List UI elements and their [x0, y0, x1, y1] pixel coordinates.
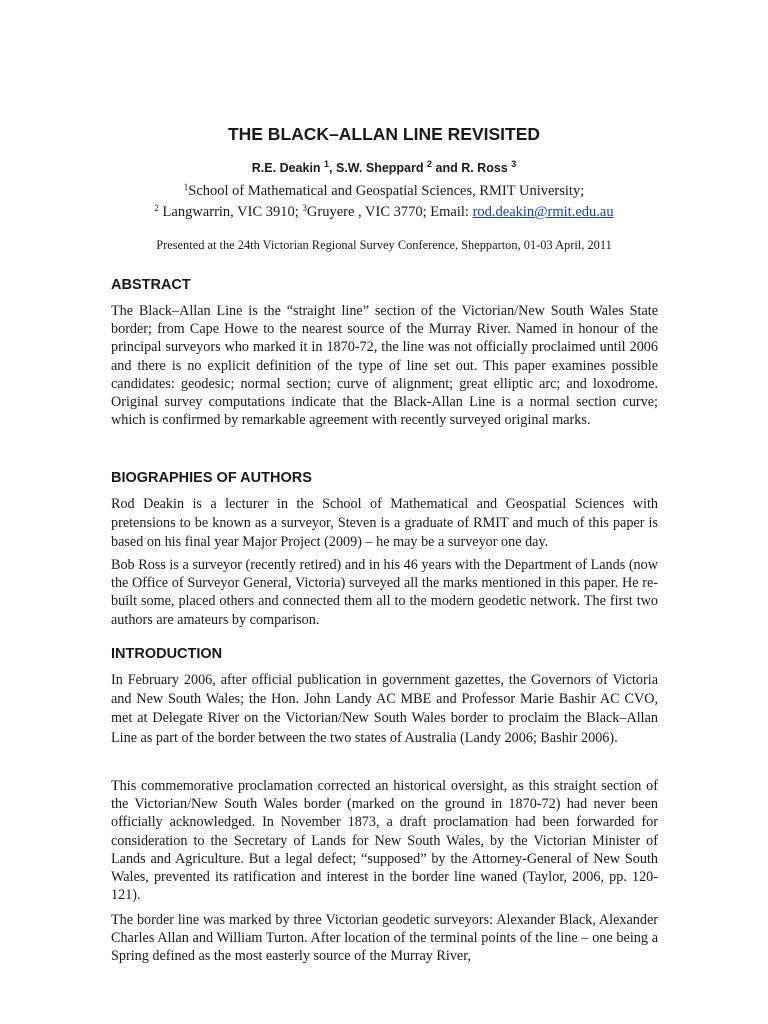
- author-separator: ,: [329, 161, 336, 175]
- section-heading-biographies: BIOGRAPHIES OF AUTHORS: [111, 470, 312, 486]
- conference-note: Presented at the 24th Victorian Regional Survey Conference, Shepparton, 01-03 April, 2011: [156, 238, 612, 252]
- affiliation-1-text: School of Mathematical and Geospatial Sciences, RMIT University;: [188, 183, 585, 199]
- paper-title: THE BLACK–ALLAN LINE REVISITED: [227, 124, 541, 144]
- author-1-affil-mark: 1: [324, 159, 330, 169]
- section-heading-introduction: INTRODUCTION: [111, 646, 223, 662]
- affiliation-2: [0, 204, 768, 221]
- author-line: [0, 161, 768, 175]
- introduction-paragraph-2: This commemorative proclamation corrected an historical oversight, as this straight section of the Victorian/New South Wales border (marked on the ground in 1870-72) had never been officially acknowledged. In November 1873, a draft proclamation had been forwarded for consideration to the Secretary of Lands for New South Wales, by the Victorian Minister of Lands and Agriculture. But a legal defect; “supposed” by the Attorney-General of New South Wales, prevented its ratification and interest in the border line waned (Taylor, 2006, pp. 120-121).: [111, 778, 658, 904]
- affiliation-1-mark: 1: [183, 182, 189, 192]
- author-separator: and: [432, 161, 462, 175]
- author-1: R.E. Deakin: [251, 161, 325, 175]
- email-link[interactable]: rod.deakin@rmit.edu.au: [472, 204, 614, 220]
- introduction-paragraph-1: In February 2006, after official publication in government gazettes, the Governors of Victoria and New South Wales; the Hon. John Landy AC MBE and Professor Marie Bashir AC CVO, met at Delegate River on the Victorian/New South Wales border to proclaim the Black–Allan Line as part of the border between the two states of Australia (Landy 2006; Bashir 2006).: [111, 672, 658, 746]
- affiliation-3-mark: 3: [302, 203, 307, 213]
- introduction-paragraph-3: The border line was marked by three Victorian geodetic surveyors: Alexander Black, Alexander Charles Allan and William Turton. After location of the terminal points of the line – one being a Spring defined as the most easterly source of the Murray River,: [111, 912, 658, 965]
- abstract-paragraph: The Black–Allan Line is the “straight line” section of the Victorian/New South Wales State border; from Cape Howe to the nearest source of the Murray River. Named in honour of the principal surveyors who marked it in 1870-72, the line was not officially proclaimed until 2006 and there is no explicit definition of the type of line set out. This paper examines possible candidates: geodesic; normal section; curve of alignment; great elliptic arc; and loxodrome. Original survey computations indicate that the Black-Allan Line is a normal section curve; which is confirmed by remarkable agreement with recently surveyed original marks.: [111, 303, 658, 429]
- affiliation-2-text: Langwarrin, VIC 3910;: [158, 204, 303, 220]
- affiliation-3-text: Gruyere , VIC 3770; Email:: [306, 204, 473, 220]
- author-2-affil-mark: 2: [427, 159, 433, 169]
- biography-paragraph-2: Bob Ross is a surveyor (recently retired) and in his 46 years with the Department of Lands (now the Office of Surveyor General, Victoria) surveyed all the marks mentioned in this paper. He re-built some, placed others and connected them all to the modern geodetic network. The first two authors are amateurs by comparison.: [111, 557, 658, 628]
- biography-paragraph-1: Rod Deakin is a lecturer in the School of Mathematical and Geospatial Sciences with pretensions to be known as a surveyor, Steven is a graduate of RMIT and much of this paper is based on his final year Major Project (2009) – he may be a surveyor one day.: [111, 496, 658, 550]
- affiliation-1: [0, 183, 768, 200]
- affiliation-2-mark: 2: [154, 203, 159, 213]
- section-heading-abstract: ABSTRACT: [111, 277, 191, 293]
- author-3: R. Ross: [461, 161, 512, 175]
- author-2: S.W. Sheppard: [336, 161, 427, 175]
- author-3-affil-mark: 3: [511, 159, 517, 169]
